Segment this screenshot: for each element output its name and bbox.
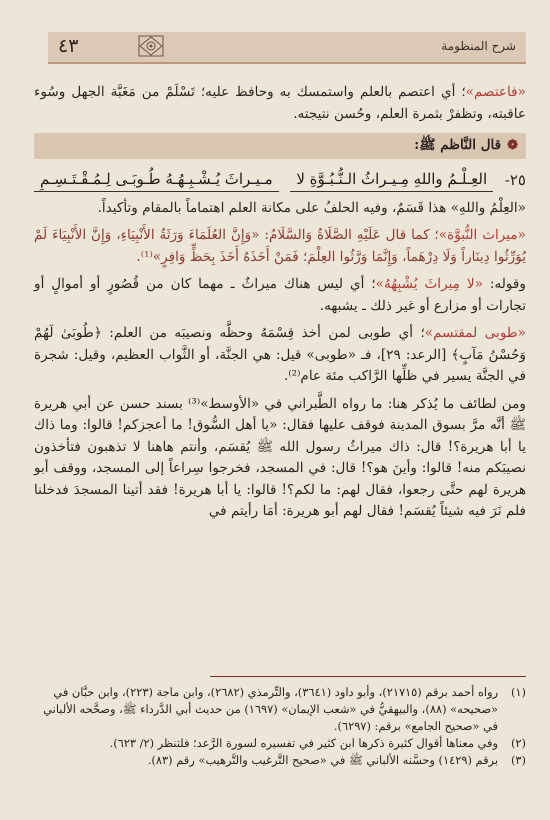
page-number: ٤٣	[58, 35, 79, 57]
footnote-text: برقم (١٤٢٩) وحسَّنه الألباني ﷺ في «صحيح التَّرغيب والتَّرهيب» رقم (٨٣).	[147, 753, 498, 767]
paragraph-4	[34, 274, 526, 317]
paragraph-text: ؛ أي اعتصم بالعلم واستمسك به وحافظ عليه؛ تَسْلَمْ من مَغَبَّة الجهل وسُوء عاقبته، وتظفرْ بثمرة العلم، وحُسن نتيجته.	[34, 84, 526, 122]
footnote	[34, 752, 526, 769]
quoted-term: «لا مِيراثَ يُشْبِهُهُ»	[375, 276, 483, 292]
footnotes	[34, 684, 526, 769]
section-honorific: ﷺ:	[414, 137, 436, 154]
paragraph-5	[34, 323, 526, 388]
footnote-number: (٣)	[510, 753, 526, 767]
quoted-term: «ميراث النُّبوَّة»	[438, 227, 526, 243]
footnote	[34, 735, 526, 752]
hadith-text: ؛ كما قال عَلَيْهِ الصَّلَاةُ وَالسَّلَامُ: «وَإِنَّ العُلَمَاءَ وَرَثَةُ الأَنْبِيَاءِ، وَإِنَّ الأَنْبِيَاءَ لَمْ يُوَرِّثُوا دِينَاراً وَلَا دِرْهَماً، وَإِنَّمَا وَرَّثُوا العِلْمَ؛ فَمَنْ أَخَذَهُ أَخَذَ بِحَظٍّ وَافِرٍ»⁽¹⁾.	[34, 227, 526, 265]
main-text	[34, 82, 526, 523]
footnote-divider	[210, 676, 526, 677]
verse-first-hemistich: العِـلْـمُ واللهِ مِـيـراثُ الـنُّـبُـوَّةِ لا	[290, 169, 493, 192]
footnote-number: (٢)	[510, 736, 526, 750]
verse-second-hemistich: مـيـراثَ يُـشْـبِـهُـهُ طُـوبَـى لِـمُـقْـتَـسِـمِ	[34, 169, 279, 192]
paragraph-text: وقوله:	[482, 276, 526, 292]
footnote-text: رواه أحمد برقم (٢١٧١٥)، وأبو داود (٣٦٤١)، والتِّرمذي (٢٦٨٢)، وابن ماجة (٢٢٣)، وابن حبَّان في «صحيحه» (٨٨)، والبيهقيُّ في «شعب الإيمان» (١٦٩٧) من حديث أبي الدَّرداء ﷺ، وصحَّحه الألباني في «صحيح الجامع» برقم: (٦٢٩٧).	[43, 685, 498, 733]
quoted-term: «فاعتصم»	[465, 84, 526, 100]
paragraph-3	[34, 225, 526, 268]
book-title: شرح المنظومة	[441, 39, 516, 53]
footnote-text: وفي معناها أقوال كثيرة ذكرها ابن كثير في تفسيره لسورة الرَّعد؛ فلتنظر (٢/ ٦٢٣).	[109, 736, 498, 750]
page-header	[48, 32, 526, 64]
paragraph-2: «العِلْمُ واللهِ» هذا قَسَمٌ، وفيه الحلفُ على مكانة العلم اهتماماً بالمقام وتأكيداً.	[97, 199, 526, 216]
paragraph-text: ؛ أي ليس هناك ميراثٌ ـ مهما كان من قُصُورٍ أو أموالٍ أو تجارات أو مزارع أو غير ذلك ـ يشبهه.	[34, 276, 526, 314]
verse-number: ٢٥-	[504, 171, 526, 189]
paragraph-text: ؛ أي طوبى لمن أخذ قِسْمَهُ وحظَّه ونصيبَه من العلم: ﴿طُوبَىٰ لَهُمْ وَحُسْنُ مَآبٍ﴾ [الرعد: ٢٩]، فـ «طوبى» قيل: هي الجنَّة، أو الثَّواب العظيم، وقيل: شجرة في الجنَّة يسير في ظلِّها الرَّاكب مئة عام⁽²⁾.	[34, 325, 527, 384]
section-label: قال النَّاظم	[440, 137, 502, 154]
paragraph-1	[34, 82, 526, 125]
section-heading	[34, 133, 526, 159]
poem-verse	[34, 169, 526, 192]
ornament-icon	[138, 35, 164, 57]
footnote	[34, 684, 526, 735]
paragraph-6: ومن لطائف ما يُذكر هنا: ما رواه الطَّبراني في «الأوسط»⁽³⁾ بسند حسن عن أبي هريرة ﷺ أنَّه مرَّ بسوق المدينة فوقف عليها فقال: «يا أهل السُّوق! ما أعجزكم! قالوا: وما ذاك يا أبا هريرة؟! قال: ذاك ميراثُ رسول الله ﷺ يُقسَم، وأنتم هاهنا لا تذهبون فتأخذون نصيبَكم منه! قالوا: وأينَ هو؟! قال: في المسجد، فخرجوا سِراعاً إلى المسجد، ووقف أبو هريرة لهم حتَّى رجعوا، فقال لهم: ما لكم؟! قالوا: يا أبا هريرة! فقد أتينا المسجدَ فدخلنا فلم نَرَ فيه شيئاً يُقسَم! فقال لهم أبو هريرة: أمَا رأيتم في	[34, 395, 526, 519]
quoted-term: «طوبى لمقتسم»	[424, 325, 526, 341]
flower-icon: ❁	[507, 138, 518, 154]
footnote-number: (١)	[510, 685, 526, 699]
